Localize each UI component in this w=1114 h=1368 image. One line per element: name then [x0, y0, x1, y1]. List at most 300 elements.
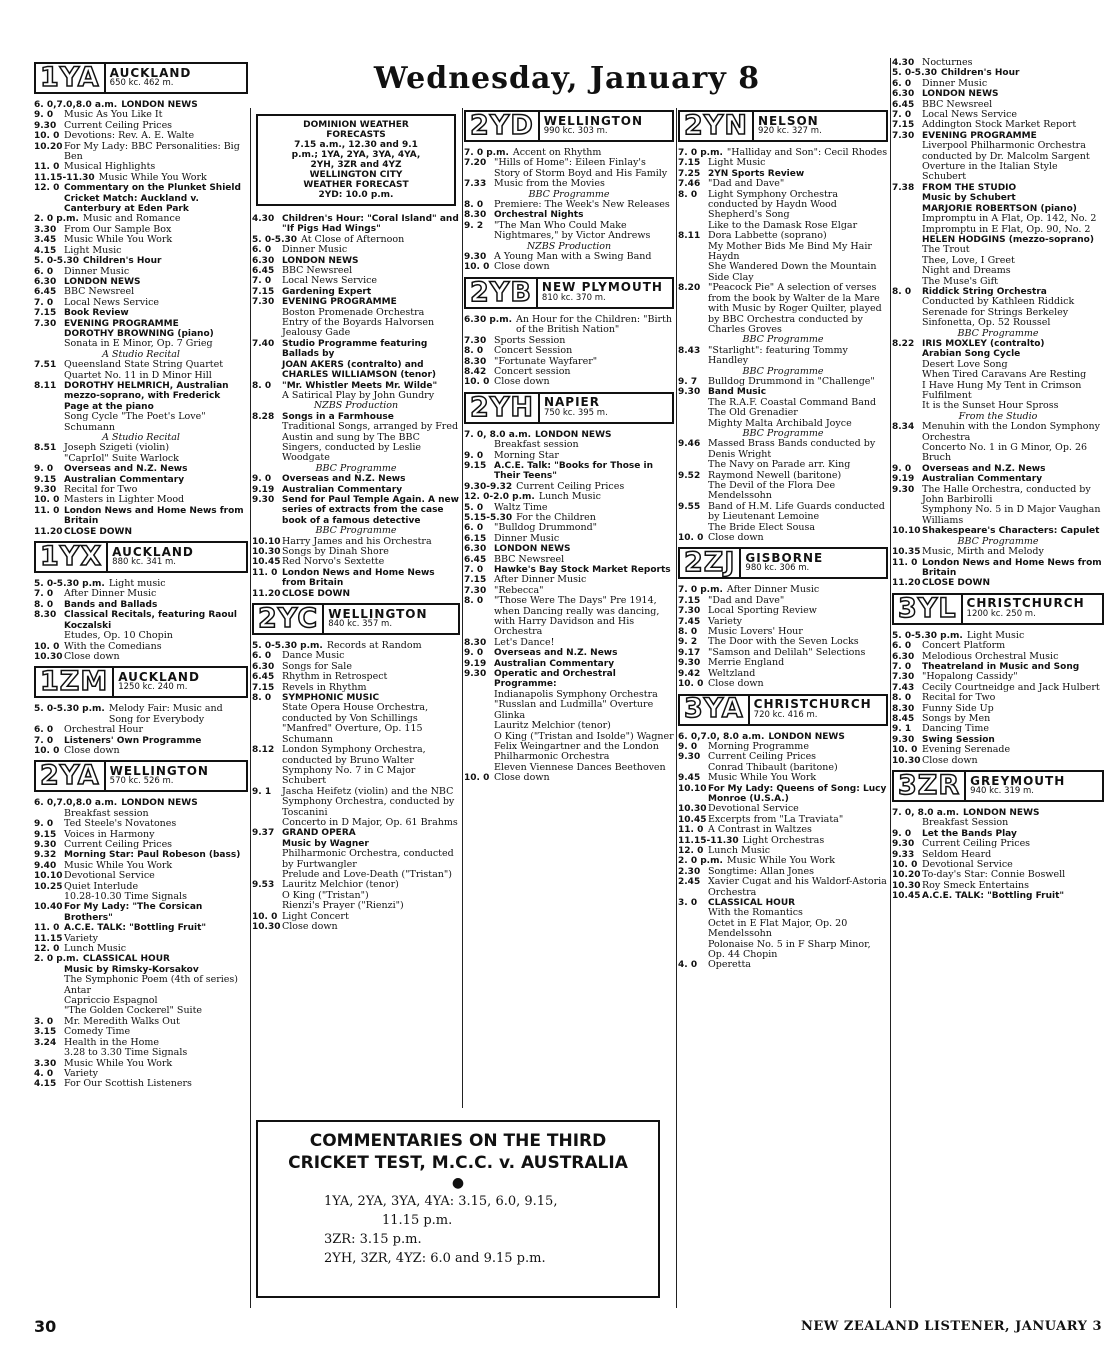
- programme-description: LONDON NEWS: [282, 255, 359, 266]
- programme-description: Orchestral Hour: [64, 724, 144, 736]
- programme-time: [464, 763, 494, 773]
- programme-time: [892, 308, 922, 318]
- station-call-sign: 1YX: [36, 543, 108, 571]
- programme-description: Music As You Like It: [64, 109, 163, 121]
- programme-time: [34, 892, 64, 902]
- programme-time: [678, 908, 708, 918]
- station-2yh-header: [464, 392, 674, 424]
- programme-description: Red Norvo's Sextette: [282, 556, 385, 568]
- programme-entry: [34, 298, 248, 308]
- programme-description: "Fortunate Wayfarer": [494, 355, 598, 367]
- programme-time: 9.33: [892, 849, 915, 860]
- programme-description: Overseas and N.Z. News: [282, 474, 406, 485]
- programme-time: [252, 766, 282, 787]
- programme-description: Local News Service: [64, 296, 160, 308]
- programme-time: [252, 901, 282, 911]
- programme-time: 9. 1: [892, 724, 912, 735]
- programme-time: [34, 631, 64, 641]
- programme-description: Harry James and his Orchestra: [282, 535, 432, 547]
- programme-entry: [678, 242, 888, 263]
- programme-description: Jealousy Gade: [282, 327, 351, 339]
- programme-time: 9.37: [252, 828, 275, 839]
- programme-description: Songtime: Allan Jones: [708, 865, 815, 877]
- programme-description: "Hopalong Cassidy": [922, 671, 1018, 683]
- programme-entry: [892, 652, 1104, 662]
- programme-time: [678, 481, 708, 502]
- programme-time: 11.20: [34, 526, 63, 537]
- programme-entry: [252, 328, 460, 338]
- programme-description: Music by Wagner: [282, 838, 369, 849]
- programme-description: Antar: [64, 984, 92, 996]
- programme-entry: [34, 506, 248, 527]
- programme-time: 6. 0: [252, 245, 272, 256]
- programme-list-2zj: [678, 585, 888, 689]
- programme-description: SYMPHONIC MUSIC: [282, 693, 380, 704]
- programme-description: Quiet Interlude: [64, 880, 139, 892]
- programme-description: CLOSE DOWN: [282, 588, 351, 599]
- programme-description: Local Sporting Review: [708, 605, 817, 617]
- programme-description: Comedy Time: [64, 1026, 131, 1038]
- programme-description: Sinfonetta, Op. 52 Roussel: [922, 317, 1051, 329]
- programme-description: Concert Session: [494, 345, 573, 357]
- programme-description: Voices in Harmony: [64, 828, 155, 840]
- programme-time: [678, 408, 708, 418]
- programme-description: Desert Love Song: [922, 358, 1008, 370]
- programme-time: 8. 0: [252, 693, 272, 704]
- programme-time: 9. 0: [34, 464, 54, 475]
- column-rule: [462, 108, 463, 1108]
- programme-description: HELEN HODGINS (mezzo-soprano): [922, 234, 1094, 245]
- programme-time: 11. 0: [252, 567, 278, 578]
- programme-description: Queensland State String Quartet: [64, 359, 224, 371]
- programme-description: LONDON NEWS: [768, 731, 845, 742]
- programme-entry: [892, 818, 1104, 828]
- programme-description: She Wandered Down the Mountain Side Clay: [708, 261, 877, 283]
- programme-entry: [464, 700, 674, 721]
- programme-time: [252, 839, 282, 849]
- programme-time: 7.30: [464, 335, 487, 346]
- programme-credit: A Studio Recital: [102, 432, 180, 443]
- programme-time: 6. 0: [252, 651, 272, 662]
- programme-entry: [34, 308, 248, 318]
- station-frequency: 940 kc. 319 m.: [970, 786, 1034, 796]
- programme-description: IRIS MOXLEY (contralto): [922, 338, 1045, 349]
- programme-description: Children's Hour: "Coral Island" and "If Pigs Had Wings": [282, 214, 459, 235]
- station-2yd-header: [464, 110, 674, 142]
- programme-time: [678, 919, 708, 940]
- programme-description: The Old Grenadier: [708, 407, 798, 419]
- programme-description: London News and Home News from Britain: [64, 505, 244, 527]
- programme-time: 10. 0: [464, 262, 490, 273]
- programme-time: 6.30: [464, 544, 487, 555]
- programme-description: London Symphony Orchestra, conducted by Bruno Walter: [282, 744, 426, 766]
- programme-time: 9.15: [464, 460, 487, 471]
- programme-description: Traditional Songs, arranged by Fred Austin and sung by The BBC Singers, conducted by Leslie Woodgate: [282, 421, 459, 464]
- programme-entry: [252, 214, 460, 235]
- programme-credit: NZBS Production: [526, 240, 612, 252]
- programme-time: 11. 0: [34, 505, 60, 516]
- programme-description: Music While You Work: [98, 171, 207, 183]
- programme-description: Studio Programme featuring Ballads by: [282, 338, 428, 360]
- programme-time: 8.20: [678, 283, 701, 294]
- programme-entry: [252, 724, 460, 745]
- programme-description: The Navy on Parade arr. King: [708, 459, 851, 471]
- programme-description: Weltzland: [708, 667, 756, 679]
- programme-description: Philharmonic Orchestra, conducted by Furtwangler: [282, 848, 454, 870]
- programme-time: 9.45: [678, 773, 701, 784]
- programme-entry: [464, 742, 674, 763]
- programme-entry: [252, 495, 460, 526]
- programme-description: Devotional Service: [708, 803, 799, 815]
- programme-description: Music from the Movies: [494, 178, 605, 190]
- station-city: CHRISTCHURCH: [753, 697, 872, 712]
- programme-description: Joseph Szigeti (violin): [64, 442, 170, 454]
- programme-entry: [34, 631, 248, 641]
- programme-entry: [892, 891, 1104, 901]
- programme-time: [892, 256, 922, 266]
- programme-time: [464, 690, 494, 700]
- programme-time: [892, 204, 922, 214]
- cricket-title-line: CRICKET TEST, M.C.C. v. AUSTRALIA: [288, 1153, 628, 1173]
- programme-list-1yx: [34, 579, 248, 662]
- programme-description: DOROTHY BROWNING (piano): [64, 328, 214, 339]
- station-frequency: 810 kc. 370 m.: [541, 292, 606, 303]
- programme-description: Light Music: [708, 157, 766, 169]
- programme-time: 9. 0: [892, 463, 912, 474]
- programme-description: CLASSICAL HOUR: [708, 898, 796, 908]
- programme-time: 10. 0: [34, 641, 60, 652]
- programme-time: 7. 0: [252, 276, 272, 287]
- station-call-sign: 2YD: [466, 112, 540, 140]
- programme-time: 4. 0: [34, 1068, 54, 1079]
- programme-time: 9.30: [34, 839, 57, 850]
- programme-time: 12. 0: [34, 183, 60, 194]
- programme-description: Children's Hour: [83, 256, 162, 267]
- programme-time: 10. 0: [464, 377, 490, 388]
- programme-description: Prelude and Love-Death ("Tristan"): [282, 868, 452, 880]
- programme-entry: [34, 454, 248, 464]
- programme-time: 5.15-5.30: [464, 512, 513, 523]
- programme-time: 9.30: [678, 658, 701, 669]
- station-3yl-header: [892, 593, 1104, 625]
- programme-description: Excerpts from "La Traviata": [708, 813, 844, 825]
- weather-line: DOMINION WEATHER: [303, 120, 409, 130]
- programme-description: The Muse's Gift: [922, 275, 998, 287]
- programme-time: 8.42: [464, 366, 487, 377]
- programme-entry: [34, 371, 248, 381]
- programme-time: 6. 0: [892, 641, 912, 652]
- programme-description: Rhythm in Retrospect: [282, 671, 388, 683]
- programme-description: 2YN Sports Review: [708, 168, 805, 179]
- programme-time: 9.30: [34, 120, 57, 131]
- programme-list-2yd: [464, 148, 674, 273]
- programme-list-2yn: [678, 148, 888, 543]
- programme-description: "Dad and Dave": [708, 594, 785, 606]
- programme-entry: [464, 555, 674, 565]
- programme-description: Arabian Song Cycle: [922, 349, 1021, 360]
- programme-entry: [34, 954, 248, 964]
- programme-description: Close down: [494, 772, 550, 784]
- programme-description: JOAN AKERS (contralto) and: [282, 359, 424, 370]
- programme-description: Bands and Ballads: [64, 599, 158, 610]
- programme-credit: A Studio Recital: [102, 348, 180, 360]
- programme-description: Sonata in E Minor, Op. 7 Grieg: [64, 338, 213, 350]
- programme-time: 9.52: [678, 470, 701, 481]
- programme-time: 12. 0-2.0 p.m.: [464, 492, 535, 503]
- weather-line: FORECASTS: [326, 130, 386, 140]
- programme-time: 6. 0: [464, 523, 484, 534]
- programme-description: Book Review: [64, 308, 129, 319]
- station-frequency: 920 kc. 327 m.: [757, 126, 822, 136]
- station-frequency: 720 kc. 416 m.: [753, 709, 818, 720]
- programme-time: 8.28: [252, 411, 275, 422]
- programme-time: 10.40: [34, 902, 63, 913]
- programme-description: Mighty Malta Archibald Joyce: [708, 417, 852, 429]
- programme-description: State Opera House Orchestra, conducted by Von Schillings: [282, 702, 429, 724]
- programme-description: Current Ceiling Prices: [64, 838, 173, 850]
- station-call-sign: 3ZR: [894, 772, 966, 800]
- programme-time: [252, 308, 282, 318]
- programme-time: [892, 401, 922, 411]
- programme-description: Music While You Work: [64, 859, 173, 871]
- programme-entry: [34, 725, 248, 735]
- programme-entry: [252, 568, 460, 589]
- programme-time: 9.30: [892, 734, 915, 745]
- programme-description: Thee, Love, I Greet: [922, 254, 1015, 266]
- programme-description: Let's Dance!: [494, 636, 555, 648]
- programme-time: 10. 0: [34, 495, 60, 506]
- programme-entry: [34, 267, 248, 277]
- programme-time: 8.34: [892, 422, 915, 433]
- programme-entry: [892, 464, 1104, 474]
- programme-entry: [892, 183, 1104, 193]
- programme-time: 9. 0: [464, 648, 484, 659]
- programme-time: 10. 0: [464, 773, 490, 784]
- programme-time: 7. 0: [892, 110, 912, 121]
- programme-time: [34, 996, 64, 1006]
- programme-time: 7. 0: [34, 589, 54, 600]
- programme-description: For My Lady: BBC Personalities: Big Ben: [64, 140, 240, 163]
- programme-time: 9. 2: [678, 637, 698, 648]
- programme-time: 7.30: [678, 606, 701, 617]
- programme-time: [892, 193, 922, 203]
- programme-description: Gardening Expert: [282, 286, 372, 297]
- programme-time: 7.51: [34, 360, 57, 371]
- programme-description: Etudes, Op. 10 Chopin: [64, 630, 173, 642]
- programme-time: 7.20: [464, 158, 487, 169]
- programme-time: 9.32: [34, 850, 57, 861]
- programme-entry: [464, 721, 674, 731]
- programme-time: 9.15: [34, 829, 57, 840]
- programme-description: "Peacock Pie" A selection of verses from the book by Walter de la Mare with Music by Roger Quilter, played by BBC Orchestra conducted by Charles Groves: [708, 282, 882, 335]
- programme-time: 7. 0: [892, 661, 912, 672]
- programme-description: O King ("Tristan and Isolde") Wagner: [494, 730, 674, 742]
- column-rule: [250, 108, 251, 1308]
- programme-time: [252, 703, 282, 724]
- programme-time: 7.15: [464, 575, 487, 586]
- programme-description: Conrad Thibault (baritone): [708, 761, 838, 773]
- programme-time: 6. 0,7.0, 8.0 a.m.: [678, 731, 765, 742]
- programme-time: [252, 818, 282, 828]
- station-city: WELLINGTON: [328, 606, 428, 621]
- programme-credit: BBC Programme: [742, 427, 824, 439]
- programme-time: 6. 0,7.0,8.0 a.m.: [34, 798, 118, 809]
- programme-description: Classical Recitals, featuring Raoul Koczalski: [64, 610, 237, 631]
- programme-entry: [34, 360, 248, 370]
- station-3ya-header: [678, 694, 888, 726]
- programme-time: 7.30: [892, 130, 915, 141]
- programme-time: 3.24: [34, 1037, 57, 1048]
- programme-description: The Halle Orchestra, conducted by John Barbirolli: [922, 483, 1091, 506]
- programme-description: Addington Stock Market Report: [922, 119, 1077, 131]
- programme-description: Concert session: [494, 365, 571, 377]
- programme-time: 8. 0: [464, 200, 484, 211]
- programme-time: [892, 141, 922, 162]
- programme-description: Light music: [108, 578, 166, 590]
- weather-forecast-box: [256, 114, 456, 206]
- programme-time: 10.45: [892, 891, 921, 902]
- programme-entry: [892, 756, 1104, 766]
- programme-description: Like to the Damask Rose Elgar: [708, 219, 858, 231]
- programme-time: 7.43: [892, 682, 915, 693]
- programme-time: 3. 0: [678, 898, 698, 908]
- programme-description: Impromptu in E Flat, Op. 90, No. 2: [922, 223, 1091, 235]
- programme-description: Raymond Newell (baritone): [708, 469, 842, 481]
- programme-time: 7. 0 p.m.: [464, 148, 509, 158]
- programme-time: 7. 0 p.m.: [678, 148, 723, 158]
- programme-time: 7. 0 p.m.: [678, 585, 723, 596]
- programme-description: "CaprIol" Suite Warlock: [64, 452, 179, 464]
- programme-description: O King ("Tristan"): [282, 889, 369, 901]
- programme-entry: [678, 877, 888, 898]
- programme-time: [892, 360, 922, 370]
- programme-time: 8. 0: [892, 693, 912, 704]
- programme-credit: BBC Programme: [957, 327, 1039, 339]
- programme-description: 3.28 to 3.30 Time Signals: [64, 1047, 188, 1059]
- programme-time: 8. 0: [678, 627, 698, 638]
- programme-description: Devotional Service: [64, 870, 155, 882]
- programme-time: 9.17: [678, 647, 701, 658]
- programme-entry: [252, 474, 460, 484]
- weather-line: 7.15 a.m., 12.30 and 9.1: [294, 140, 418, 150]
- programme-time: [34, 1006, 64, 1016]
- programme-description: Swing Session: [922, 734, 995, 745]
- station-city: WELLINGTON: [109, 763, 209, 778]
- programme-time: 8. 0: [34, 599, 54, 610]
- programme-description: Close down: [494, 376, 550, 388]
- programme-description: EVENING PROGRAMME: [922, 130, 1037, 141]
- programme-description: A Contrast in Waltzes: [708, 824, 812, 836]
- programme-entry: [464, 596, 674, 638]
- programme-entry: [464, 659, 674, 669]
- programme-entry: [678, 940, 888, 961]
- programme-credit: BBC Programme: [315, 462, 397, 474]
- programme-description: For Our Scottish Listeners: [64, 1078, 192, 1090]
- programme-description: Australian Commentary: [64, 474, 185, 485]
- programme-description: Local News Service: [282, 275, 378, 287]
- programme-entry: [892, 225, 1104, 235]
- programme-description: BBC Newsreel: [64, 286, 135, 298]
- programme-time: 7.30: [464, 585, 487, 596]
- programme-entry: [252, 422, 460, 464]
- programme-description: Music While You Work: [64, 234, 173, 246]
- station-2yb-header: [464, 277, 674, 309]
- programme-description: Concerto in D Major, Op. 61 Brahms: [282, 816, 458, 828]
- programme-description: The R.A.F. Coastal Command Band: [708, 396, 877, 408]
- programme-entry: [252, 287, 460, 297]
- programme-description: Liverpool Philharmonic Orchestra conducted by Dr. Malcolm Sargent: [922, 140, 1090, 162]
- programme-time: 6.45: [252, 672, 275, 683]
- programme-time: 10. 0: [678, 679, 704, 690]
- programme-time: 9.55: [678, 501, 701, 512]
- programme-time: [678, 460, 708, 470]
- programme-description: Breakfast Session: [922, 817, 1009, 829]
- programme-entry: [464, 262, 674, 272]
- programme-entry: [892, 693, 1104, 703]
- programme-time: [252, 318, 282, 328]
- programme-time: 5. 0: [464, 502, 484, 513]
- programme-description: EVENING PROGRAMME: [64, 318, 179, 329]
- programme-time: 9. 0: [34, 110, 54, 121]
- programme-description: A.C.E. TALK: "Bottling Fruit": [922, 891, 1065, 902]
- programme-time: 5. 0-5.30 p.m.: [252, 641, 323, 652]
- programme-description: London News and Home News from Britain: [922, 557, 1102, 578]
- programme-time: 10. 0: [678, 533, 704, 544]
- programme-description: Concerto No. 1 in G Minor, Op. 26 Bruch: [922, 442, 1088, 464]
- programme-entry: [252, 787, 460, 818]
- programme-time: 6.30: [892, 651, 915, 662]
- programme-time: 9.53: [252, 880, 275, 891]
- programme-time: 6.45: [464, 554, 487, 565]
- programme-entry: [464, 440, 674, 450]
- programme-time: 7. 0: [464, 565, 484, 575]
- programme-time: [464, 742, 494, 763]
- cricket-title-line: COMMENTARIES ON THE THIRD: [309, 1131, 607, 1151]
- column-3: [464, 110, 674, 1108]
- programme-time: 8.51: [34, 443, 57, 454]
- programme-time: 9. 0: [34, 819, 54, 830]
- programme-description: CHARLES WILLIAMSON (tenor): [282, 370, 437, 381]
- programme-time: 10.10: [892, 526, 921, 537]
- programme-entry: [464, 461, 674, 482]
- programme-description: Dinner Music: [282, 244, 348, 256]
- programme-description: "Halliday and Son": Cecil Rhodes: [726, 147, 888, 158]
- programme-time: 6.45: [892, 99, 915, 110]
- programme-description: "Manfred" Overture, Op. 115 Schumann: [282, 723, 423, 745]
- programme-time: [252, 328, 282, 338]
- programme-entry: [678, 190, 888, 211]
- programme-entry: [464, 200, 674, 210]
- programme-entry: [678, 533, 888, 543]
- programme-time: [892, 391, 922, 401]
- programme-entry: [464, 315, 674, 336]
- programme-description: Current Ceiling Prices: [64, 119, 173, 131]
- programme-description: After Dinner Music: [64, 588, 157, 600]
- programme-description: CLOSE DOWN: [922, 578, 991, 589]
- programme-description: Music While You Work: [708, 772, 817, 784]
- programme-time: [892, 235, 922, 245]
- programme-time: 9. 2: [464, 220, 484, 231]
- programme-description: Riddick String Orchestra: [922, 286, 1047, 297]
- programme-description: Dancing Time: [922, 723, 989, 735]
- programme-time: 9.30: [34, 485, 57, 496]
- programme-description: EVENING PROGRAMME: [282, 297, 397, 308]
- programme-time: 7.30: [892, 672, 915, 683]
- station-call-sign: 3YA: [680, 696, 750, 724]
- programme-time: 6.15: [464, 533, 487, 544]
- programme-description: Octet in E Flat Major, Op. 20 Mendelssohn: [708, 917, 848, 940]
- programme-description: "Dad and Dave": [708, 178, 785, 190]
